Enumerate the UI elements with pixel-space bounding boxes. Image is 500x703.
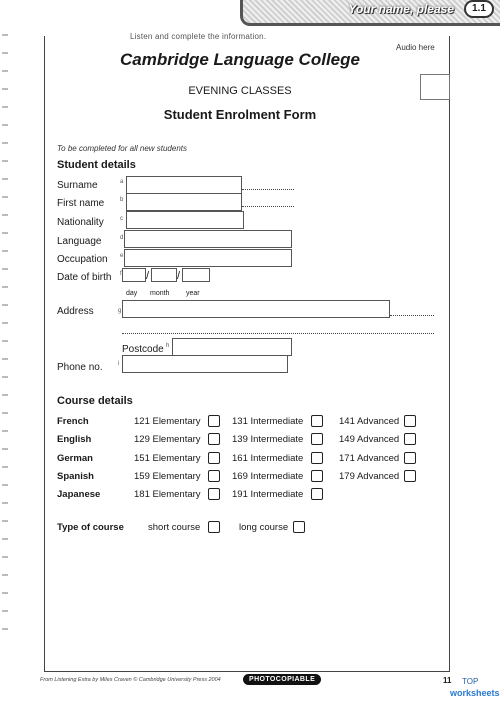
unit-title: Your name, please	[348, 2, 454, 16]
page-number: 11	[443, 676, 452, 685]
margin-tick	[2, 430, 8, 432]
subtitle: EVENING CLASSES	[188, 85, 292, 97]
language-letter: d	[120, 235, 124, 241]
course-139: 139 Intermediate	[232, 434, 304, 445]
first-name-dots	[242, 206, 294, 207]
short-course-label: short course	[148, 522, 201, 533]
language-label: Language	[57, 236, 102, 247]
margin-tick	[2, 610, 8, 612]
course-131: 131 Intermediate	[232, 416, 304, 427]
dob-day-caption: day	[126, 290, 138, 297]
margin-tick	[2, 34, 8, 36]
course-179: 179 Advanced	[339, 471, 400, 482]
phone-letter: i	[118, 361, 120, 367]
course-121: 121 Elementary	[134, 416, 201, 427]
margin-tick	[2, 520, 8, 522]
course-191: 191 Intermediate	[232, 489, 304, 500]
course-141: 141 Advanced	[339, 416, 400, 427]
student-details-heading: Student details	[57, 159, 136, 171]
margin-tick	[2, 394, 8, 396]
dob-month-field[interactable]	[151, 268, 177, 282]
margin-tick	[2, 484, 8, 486]
source-credit: From Listening Extra by Miles Craven © Cambridge University Press 2004	[40, 677, 221, 683]
instruction: Listen and complete the information.	[130, 32, 267, 41]
long-course-checkbox[interactable]	[293, 521, 305, 533]
phone-field[interactable]	[122, 355, 288, 373]
lang-french: French	[57, 416, 89, 427]
occupation-field[interactable]	[124, 249, 292, 267]
margin-tick	[2, 178, 8, 180]
postcode-field[interactable]	[172, 338, 292, 356]
dob-label: Date of birth	[57, 272, 112, 283]
first-name-field[interactable]	[126, 193, 242, 211]
college-name: Cambridge Language College	[120, 50, 360, 69]
checkbox-161[interactable]	[311, 452, 323, 464]
course-171: 171 Advanced	[339, 453, 400, 464]
long-course-label: long course	[239, 522, 289, 533]
header-banner	[240, 0, 500, 26]
margin-tick	[2, 502, 8, 504]
margin-tick	[2, 196, 8, 198]
form-title: Student Enrolment Form	[163, 107, 317, 122]
checkbox-159[interactable]	[208, 470, 220, 482]
language-field[interactable]	[124, 230, 292, 248]
dob-sep-2: /	[177, 270, 181, 282]
address-dots-1	[390, 315, 434, 316]
dob-year-caption: year	[186, 290, 200, 297]
address-label: Address	[57, 306, 94, 317]
surname-dots	[242, 189, 294, 190]
margin-tick	[2, 142, 8, 144]
margin-tick	[2, 304, 8, 306]
checkbox-191[interactable]	[311, 488, 323, 500]
address-dots-2	[122, 333, 434, 334]
dob-day-field[interactable]	[122, 268, 146, 282]
checkbox-169[interactable]	[311, 470, 323, 482]
margin-tick	[2, 340, 8, 342]
margin-tick	[2, 412, 8, 414]
checkbox-131[interactable]	[311, 415, 323, 427]
surname-field[interactable]	[126, 176, 242, 194]
checkbox-171[interactable]	[404, 452, 416, 464]
course-details-heading: Course details	[57, 395, 133, 407]
margin-tick	[2, 232, 8, 234]
margin-tick	[2, 322, 8, 324]
checkbox-141[interactable]	[404, 415, 416, 427]
checkbox-181[interactable]	[208, 488, 220, 500]
course-181: 181 Elementary	[134, 489, 201, 500]
nationality-field[interactable]	[126, 211, 244, 229]
surname-label: Surname	[57, 180, 98, 191]
first-name-label: First name	[57, 198, 105, 209]
margin-tick	[2, 286, 8, 288]
occupation-label: Occupation	[57, 254, 108, 265]
lang-spanish: Spanish	[57, 471, 94, 482]
margin-tick	[2, 628, 8, 630]
checkbox-129[interactable]	[208, 433, 220, 445]
margin-tick	[2, 160, 8, 162]
course-169: 169 Intermediate	[232, 471, 304, 482]
postcode-label: Postcode	[122, 344, 164, 355]
margin-tick	[2, 574, 8, 576]
checkbox-149[interactable]	[404, 433, 416, 445]
course-149: 149 Advanced	[339, 434, 400, 445]
course-159: 159 Elementary	[134, 471, 201, 482]
occupation-letter: e	[120, 253, 124, 259]
nationality-letter: c	[120, 216, 123, 222]
checkbox-139[interactable]	[311, 433, 323, 445]
surname-letter: a	[120, 179, 124, 185]
margin-tick	[2, 466, 8, 468]
lang-german: German	[57, 453, 93, 464]
dob-month-caption: month	[150, 290, 170, 297]
type-of-course-label: Type of course	[57, 522, 124, 533]
completion-note: To be completed for all new students	[57, 144, 188, 153]
nationality-label: Nationality	[57, 217, 104, 228]
lang-japanese: Japanese	[57, 489, 101, 500]
margin-tick	[2, 448, 8, 450]
postcode-letter: h	[166, 343, 170, 349]
short-course-checkbox[interactable]	[208, 521, 220, 533]
margin-tick	[2, 268, 8, 270]
margin-tick	[2, 250, 8, 252]
margin-tick	[2, 538, 8, 540]
address-letter: g	[118, 308, 122, 314]
dob-year-field[interactable]	[182, 268, 210, 282]
address-field[interactable]	[122, 300, 390, 318]
watermark-top: TOP	[462, 677, 479, 686]
margin-tick	[2, 124, 8, 126]
checkbox-151[interactable]	[208, 452, 220, 464]
first-name-letter: b	[120, 197, 124, 203]
margin-ticks	[2, 30, 10, 650]
audio-label: Audio here	[396, 43, 435, 52]
dob-sep-1: /	[146, 270, 150, 282]
checkbox-179[interactable]	[404, 470, 416, 482]
margin-tick	[2, 214, 8, 216]
margin-tick	[2, 376, 8, 378]
unit-badge: 1.1	[464, 0, 494, 18]
margin-tick	[2, 70, 8, 72]
checkbox-121[interactable]	[208, 415, 220, 427]
phone-label: Phone no.	[57, 362, 103, 373]
watermark-logo: worksheets	[450, 688, 500, 698]
margin-tick	[2, 358, 8, 360]
margin-tick	[2, 556, 8, 558]
photocopiable-badge: PHOTOCOPIABLE	[243, 674, 321, 685]
course-129: 129 Elementary	[134, 434, 201, 445]
dob-letter: f	[120, 271, 122, 277]
course-151: 151 Elementary	[134, 453, 201, 464]
margin-tick	[2, 592, 8, 594]
lang-english: English	[57, 434, 92, 445]
course-161: 161 Intermediate	[232, 453, 304, 464]
